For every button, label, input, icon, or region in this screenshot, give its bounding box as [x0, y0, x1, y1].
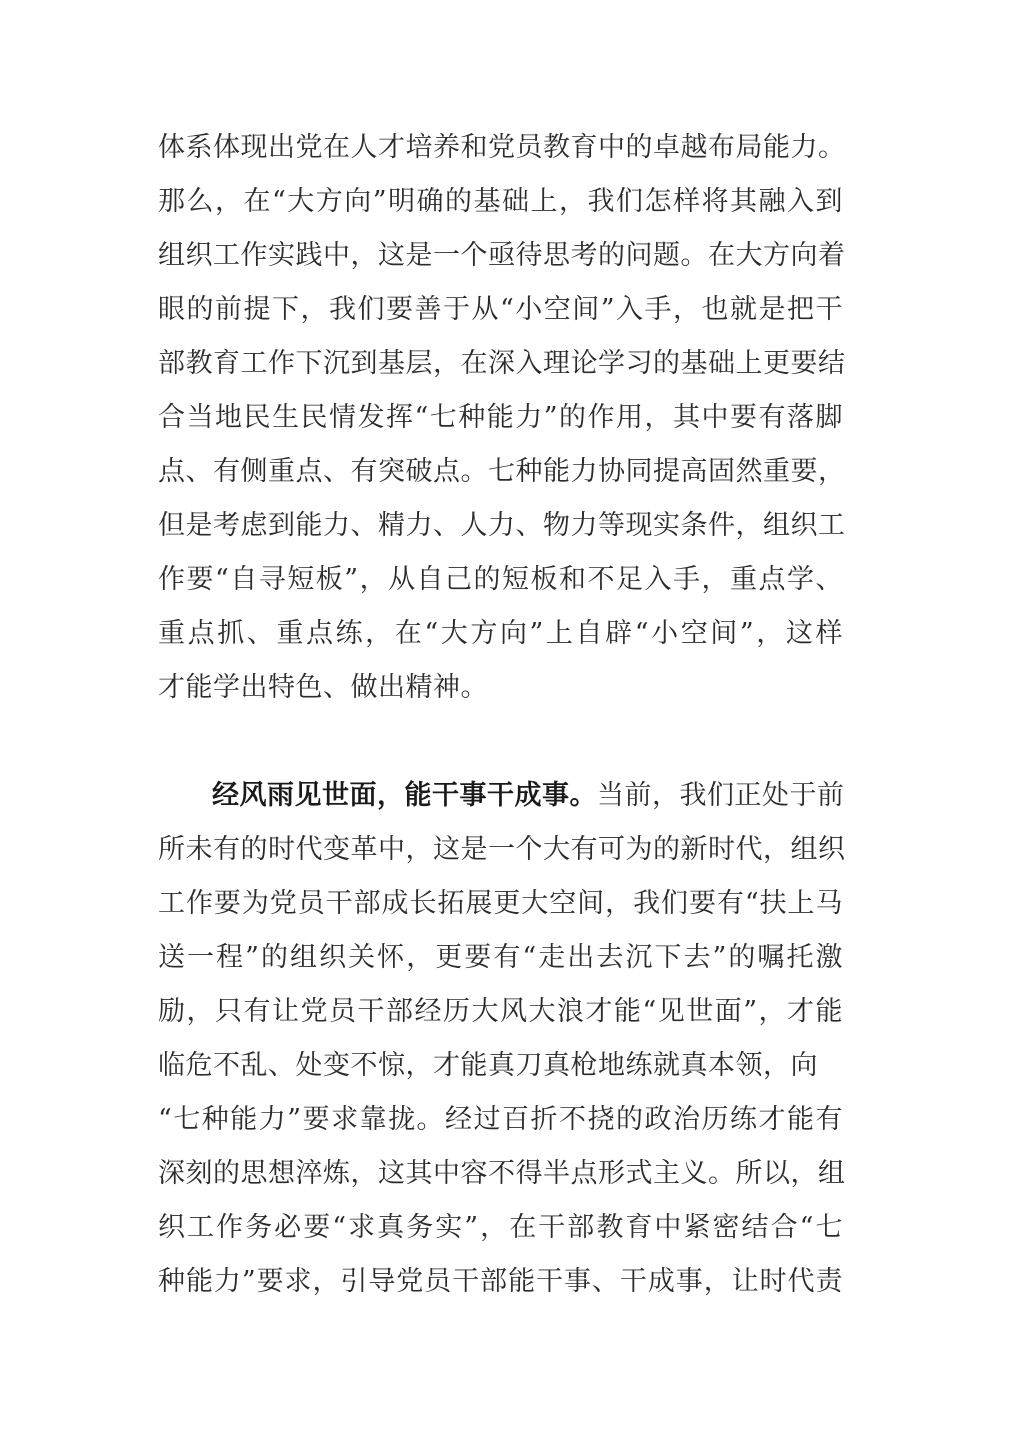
paragraph-2-line: “七种能力”要求靠拢。经过百折不挠的政治历练才能有: [158, 1104, 843, 1135]
paragraph-1-line: 合当地民生民情发挥“七种能力”的作用，其中要有落脚: [158, 402, 843, 433]
paragraph-1-line: 体系体现出党在人才培养和党员教育中的卓越布局能力。: [158, 132, 846, 163]
paragraph-1-line: 但是考虑到能力、精力、人力、物力等现实条件，组织工: [158, 510, 846, 541]
paragraph-2-first-line: [212, 776, 843, 816]
paragraph-2-line: 工作要为党员干部成长拓展更大空间，我们要有“扶上马: [158, 888, 843, 919]
paragraph-2-line: 种能力”要求，引导党员干部能干事、干成事，让时代责: [158, 1266, 843, 1297]
paragraph-1-line: 那么，在“大方向”明确的基础上，我们怎样将其融入到: [158, 186, 843, 217]
paragraph-1-line: 点、有侧重点、有突破点。七种能力协同提高固然重要，: [158, 456, 846, 487]
paragraph-2-line: 励，只有让党员干部经历大风大浪才能“见世面”，才能: [158, 996, 843, 1027]
paragraph-1-line: 部教育工作下沉到基层，在深入理论学习的基础上更要结: [158, 348, 846, 379]
paragraph-1-line: 作要“自寻短板”，从自己的短板和不足入手，重点学、: [158, 564, 843, 595]
paragraph-2-line: 深刻的思想淬炼，这其中容不得半点形式主义。所以，组: [158, 1158, 846, 1189]
paragraph-2-heading: 经风雨见世面，能干事干成事。: [212, 780, 597, 811]
paragraph-1-line: 才能学出特色、做出精神。: [158, 672, 488, 703]
paragraph-1-line: 重点抓、重点练，在“大方向”上自辟“小空间”，这样: [158, 618, 843, 649]
paragraph-2-line: 织工作务必要“求真务实”，在干部教育中紧密结合“七: [158, 1212, 843, 1243]
paragraph-1-line: 组织工作实践中，这是一个亟待思考的问题。在大方向着: [158, 240, 846, 271]
paragraph-2-line: 所未有的时代变革中，这是一个大有可为的新时代，组织: [158, 834, 846, 865]
paragraph-1-line: 眼的前提下，我们要善于从“小空间”入手，也就是把干: [158, 294, 843, 325]
paragraph-2-line: 临危不乱、处变不惊，才能真刀真枪地练就真本领，向: [158, 1050, 818, 1081]
paragraph-2-first-line-text: 当前，我们正处于前: [597, 780, 845, 811]
paragraph-2-line: 送一程”的组织关怀，更要有“走出去沉下去”的嘱托激: [158, 942, 843, 973]
